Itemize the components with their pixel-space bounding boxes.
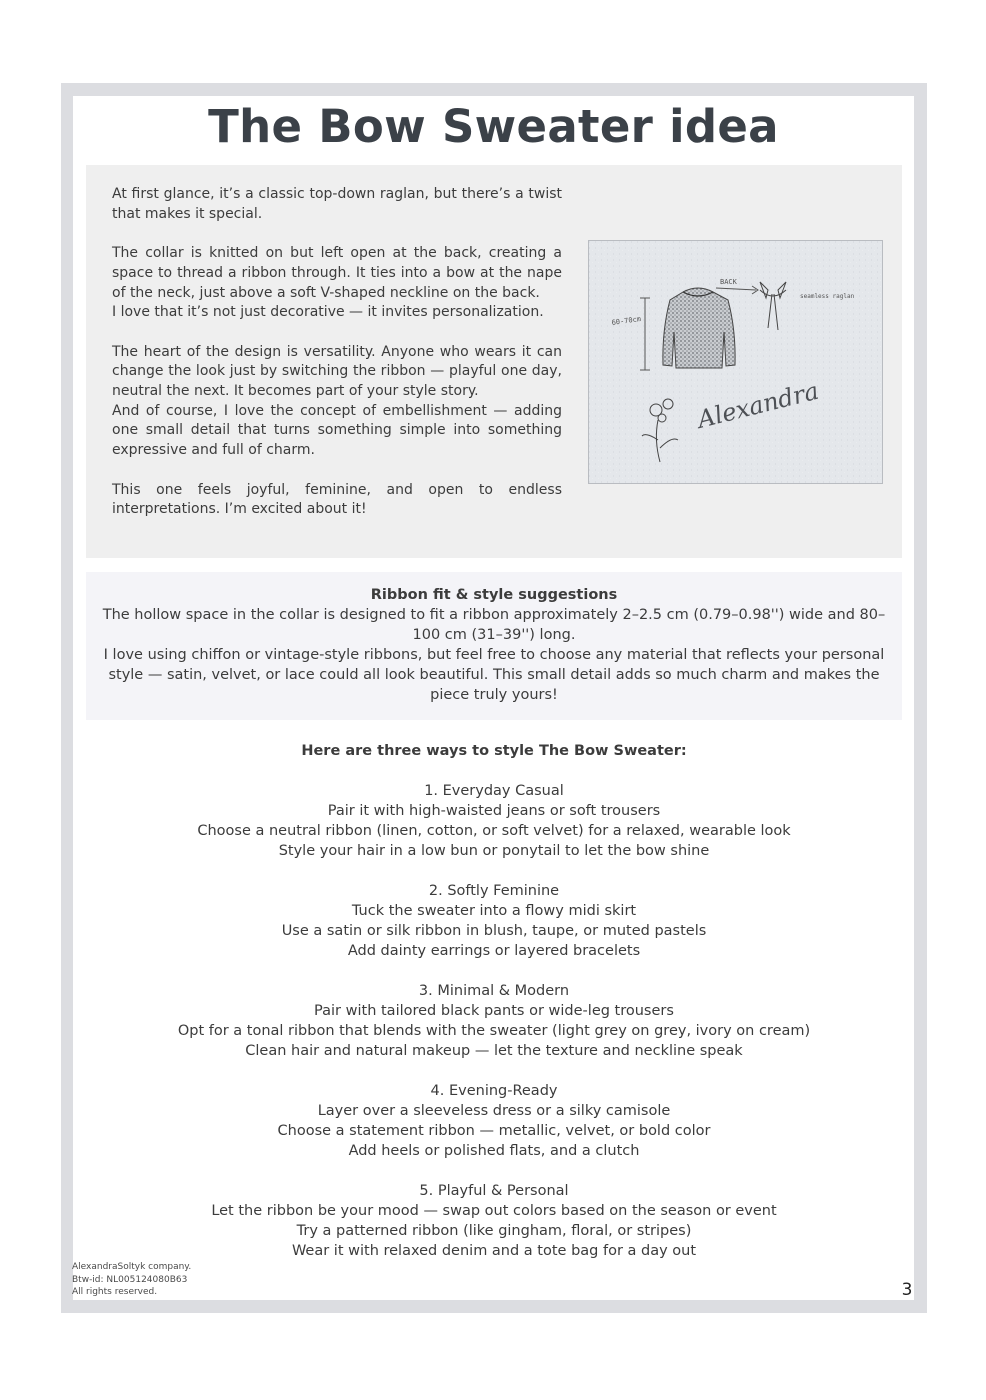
sweater-sketch-image: [588, 240, 883, 484]
style-way-item: [86, 981, 902, 1061]
style-way-item: [86, 881, 902, 961]
style-way-line: Pair it with high-waisted jeans or soft trousers: [327, 803, 661, 819]
style-way-line: Choose a statement ribbon — metallic, velvet, or bold color: [277, 1123, 711, 1139]
style-way-line: Opt for a tonal ribbon that blends with the sweater (light grey on grey, ivory on cream): [177, 1023, 811, 1039]
intro-paragraph-2: The collar is knitted on but left open at the back, creating a space to thread a ribbon through. It ties into a bow at the nape of the neck, just above a soft V-shaped neckline on the back. I love that it’s not just decorative — it invites personalization.: [112, 245, 562, 321]
style-way-line: Clean hair and natural makeup — let the texture and neckline speak: [245, 1043, 743, 1059]
style-way-line: Layer over a sleeveless dress or a silky camisole: [317, 1103, 671, 1119]
intro-paragraph-3: The heart of the design is versatility. Anyone who wears it can change the look just by switching the ribbon — playful one day, neutral the next. It becomes part of your style story. And of course, I love the concept of embellishment — adding one small detail that turns something simple into something expressive and full of charm.: [112, 343, 562, 459]
style-way-title: 2. Softly Feminine: [428, 883, 560, 899]
style-way-line: Tuck the sweater into a flowy midi skirt: [351, 903, 637, 919]
style-way-line: Try a patterned ribbon (like gingham, floral, or stripes): [296, 1223, 692, 1239]
sketch-length-label: 60-70cm: [611, 314, 642, 327]
style-way-line: Let the ribbon be your mood — swap out colors based on the season or event: [211, 1203, 777, 1219]
style-ways-section: [86, 741, 902, 1261]
footer-copyright: [72, 1261, 312, 1299]
sketch-signature: Alexandra: [694, 376, 822, 434]
style-way-line: Use a satin or silk ribbon in blush, taupe, or muted pastels: [281, 923, 707, 939]
page-title: The Bow Sweater idea: [208, 100, 779, 153]
style-way-item: [86, 1181, 902, 1261]
page-number: 3: [901, 1280, 913, 1300]
style-way-line: Choose a neutral ribbon (linen, cotton, or soft velvet) for a relaxed, wearable look: [197, 823, 791, 839]
style-way-title: 3. Minimal & Modern: [418, 983, 570, 999]
style-way-item: [86, 1081, 902, 1161]
style-way-item: [86, 781, 902, 861]
sketch-raglan-label: seamless raglan: [800, 293, 855, 300]
ribbon-heading: Ribbon fit & style suggestions: [370, 587, 618, 603]
intro-text: [112, 185, 562, 540]
style-way-line: Style your hair in a low bun or ponytail to let the bow shine: [278, 843, 710, 859]
style-way-title: 1. Everyday Casual: [424, 783, 564, 799]
footer-btw: Btw-id: NL005124080B63: [72, 1274, 188, 1285]
intro-paragraph-1: At first glance, it’s a classic top-down raglan, but there’s a twist that makes it special.: [112, 186, 562, 222]
intro-paragraph-4: This one feels joyful, feminine, and open to endless interpretations. I’m excited about it!: [112, 481, 562, 518]
sketch-back-label: BACK: [720, 278, 737, 286]
style-way-line: Add heels or polished flats, and a clutch: [348, 1143, 640, 1159]
footer-company: AlexandraSoltyk company.: [72, 1262, 192, 1272]
style-way-line: Add dainty earrings or layered bracelets: [347, 943, 641, 959]
style-way-title: 5. Playful & Personal: [419, 1183, 569, 1199]
ribbon-material-text: I love using chiffon or vintage-style ribbons, but feel free to choose any material that reflects your personal style — satin, velvet, or lace could all look beautiful. This small detail adds so much charm and makes the piece truly yours!: [103, 647, 885, 703]
style-ways-heading: Here are three ways to style The Bow Sweater:: [301, 743, 687, 759]
style-way-line: Wear it with relaxed denim and a tote bag for a day out: [291, 1243, 697, 1259]
ribbon-size-text: The hollow space in the collar is designed to fit a ribbon approximately 2–2.5 cm (0.79–0.98'') wide and 80–100 cm (31–39'') long.: [102, 607, 886, 643]
ribbon-section: [100, 585, 888, 705]
style-way-title: 4. Evening-Ready: [430, 1083, 558, 1099]
style-way-line: Pair with tailored black pants or wide-leg trousers: [314, 1003, 674, 1019]
footer-rights: All rights reserved.: [72, 1287, 158, 1297]
